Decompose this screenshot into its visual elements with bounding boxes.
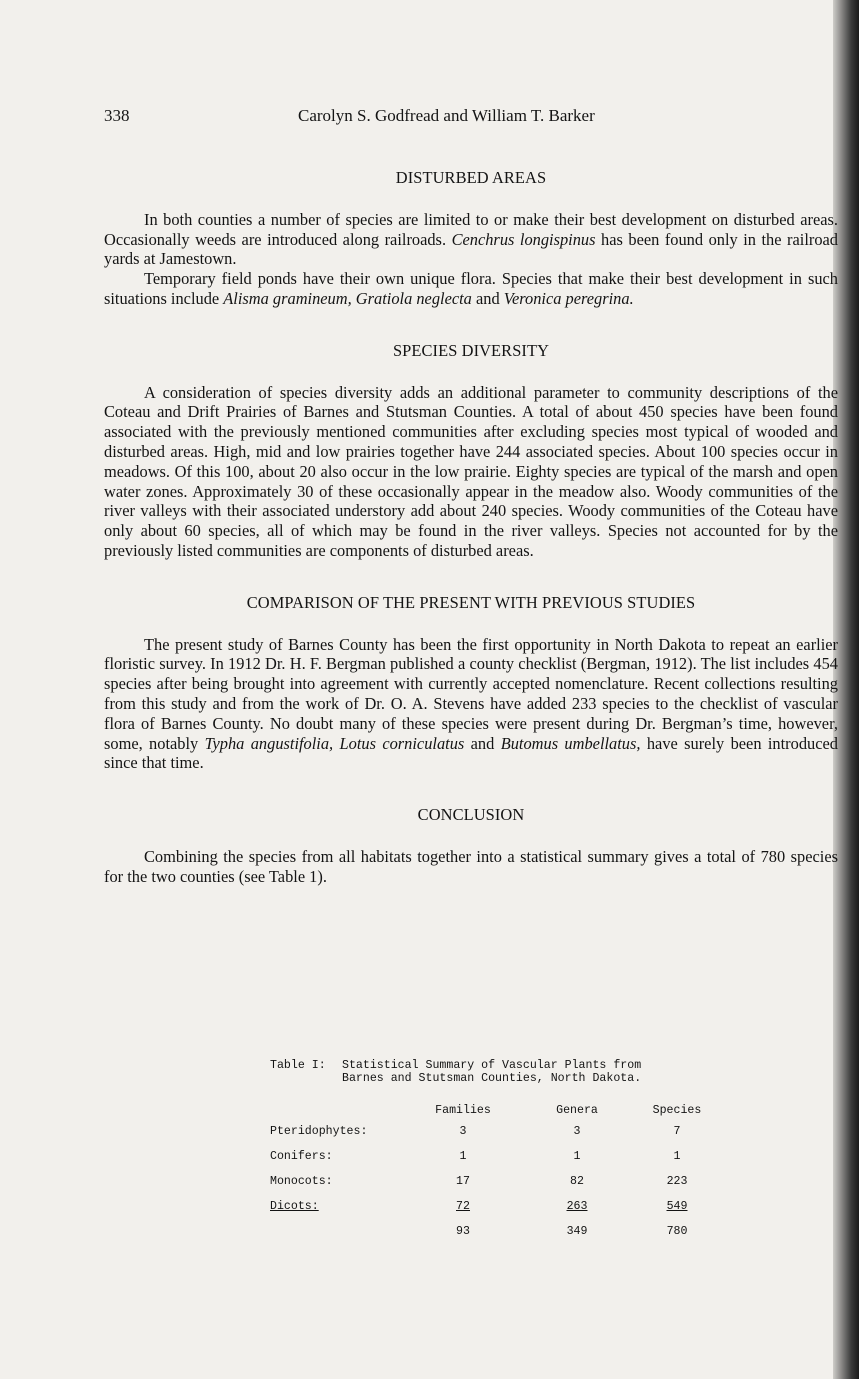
table-row (270, 1200, 730, 1213)
section-heading-comparison: COMPARISON OF THE PRESENT WITH PREVIOUS STUDIES (246, 592, 696, 612)
table-cell: 93 (456, 1225, 470, 1238)
table-cell: 7 (673, 1125, 681, 1138)
table-cell: 1 (673, 1150, 681, 1163)
row-label: Dicots: (270, 1200, 319, 1213)
species-name: Alisma gramineum, (223, 288, 352, 308)
page-header (0, 106, 859, 132)
species-name: Butomus umbellatus, (500, 733, 641, 753)
species-name: Cenchrus longispinus (451, 229, 596, 249)
paragraph-disturbed-2: Temporary field ponds have their own unique flora. Species that make their best development in such situations include Alisma gramineum, Gratiola neglecta and Veronica peregrina. (104, 269, 838, 308)
table-cell: 1 (459, 1150, 467, 1163)
page-number: 338 (104, 106, 130, 125)
species-name: Gratiola neglecta (355, 288, 472, 308)
column-header: Genera (556, 1104, 598, 1117)
table-cell: 263 (566, 1200, 588, 1213)
table-label: Table I: (270, 1059, 326, 1072)
table-cell: 72 (456, 1200, 470, 1213)
table-caption-text: Statistical Summary of Vascular Plants from Barnes and Stutsman Counties, North Dakota. (342, 1059, 642, 1085)
table-cell: 780 (666, 1225, 688, 1238)
table-cell: 223 (666, 1175, 688, 1188)
table-header-row (270, 1104, 730, 1117)
section-heading-conclusion: CONCLUSION (417, 805, 525, 825)
table-cell: 549 (666, 1200, 688, 1213)
table-cell: 3 (459, 1125, 467, 1138)
running-head: Carolyn S. Godfread and William T. Barker (298, 106, 595, 125)
row-label: Conifers: (270, 1150, 333, 1163)
section-heading-diversity: SPECIES DIVERSITY (392, 340, 550, 360)
table-row (270, 1150, 730, 1163)
table-cell: 349 (566, 1225, 588, 1238)
table-row (270, 1125, 730, 1138)
paragraph-conclusion-1: Combining the species from all habitats together into a statistical summary gives a total of 780 species for the two counties (see Table 1). (104, 846, 838, 886)
species-name: Lotus corniculatus (339, 733, 465, 753)
column-header: Species (652, 1104, 702, 1117)
column-header: Families (435, 1104, 491, 1117)
paragraph-disturbed-1: In both counties a number of species are limited to or make their best development on disturbed areas. Occasionally weeds are introduced along railroads. Cenchrus longispinus has been found only in the railroad yards at Jamestown. (104, 209, 838, 269)
table-cell: 3 (573, 1125, 581, 1138)
table-row (270, 1175, 730, 1188)
row-label: Monocots: (270, 1175, 333, 1188)
paragraph-diversity-1: A consideration of species diversity adds an additional parameter to community descriptions of the Coteau and Drift Prairies of Barnes and Stutsman Counties. A total of about 450 species have been found associated with the previously mentioned communities after excluding species most typical of wooded and disturbed areas. High, mid and low prairies together have 244 associated species. About 100 species occur in meadows. Of this 100, about 20 also occur in the low prairie. Eighty species are typical of the marsh and open water zones. Approximately 30 of these occasionally appear in the meadow also. Woody communities of the river valleys with their associated understory add about 240 species. Woody communities of the Coteau have only about 60 species, all of which may be found in the river valleys. Species not accounted for by the previously listed communities are components of disturbed areas. (104, 382, 838, 560)
species-name: Typha angustifolia, (204, 733, 334, 753)
table-cell: 1 (573, 1150, 581, 1163)
row-label: Pteridophytes: (270, 1125, 368, 1138)
species-name: Veronica peregrina. (503, 288, 634, 308)
article-body (104, 168, 838, 887)
summary-table (270, 1059, 730, 1238)
table-cell: 82 (570, 1175, 584, 1188)
table-cell: 17 (456, 1175, 470, 1188)
paragraph-comparison-1: The present study of Barnes County has been the first opportunity in North Dakota to repeat an earlier floristic survey. In 1912 Dr. H. F. Bergman published a county checklist (Bergman, 1912). The list includes 454 species after being brought into agreement with currently accepted nomenclature. Recent collections resulting from this study and from the work of Dr. O. A. Stevens have added 233 species to the checklist of vascular flora of Barnes County. No doubt many of these species were present during Dr. Bergman’s time, however, some, notably Typha angustifolia, Lotus corniculatus and Butomus umbellatus, have surely been introduced since that time. (104, 634, 838, 773)
table-caption (270, 1059, 730, 1085)
section-heading-disturbed: DISTURBED AREAS (395, 168, 547, 187)
table-totals-row (270, 1225, 730, 1238)
